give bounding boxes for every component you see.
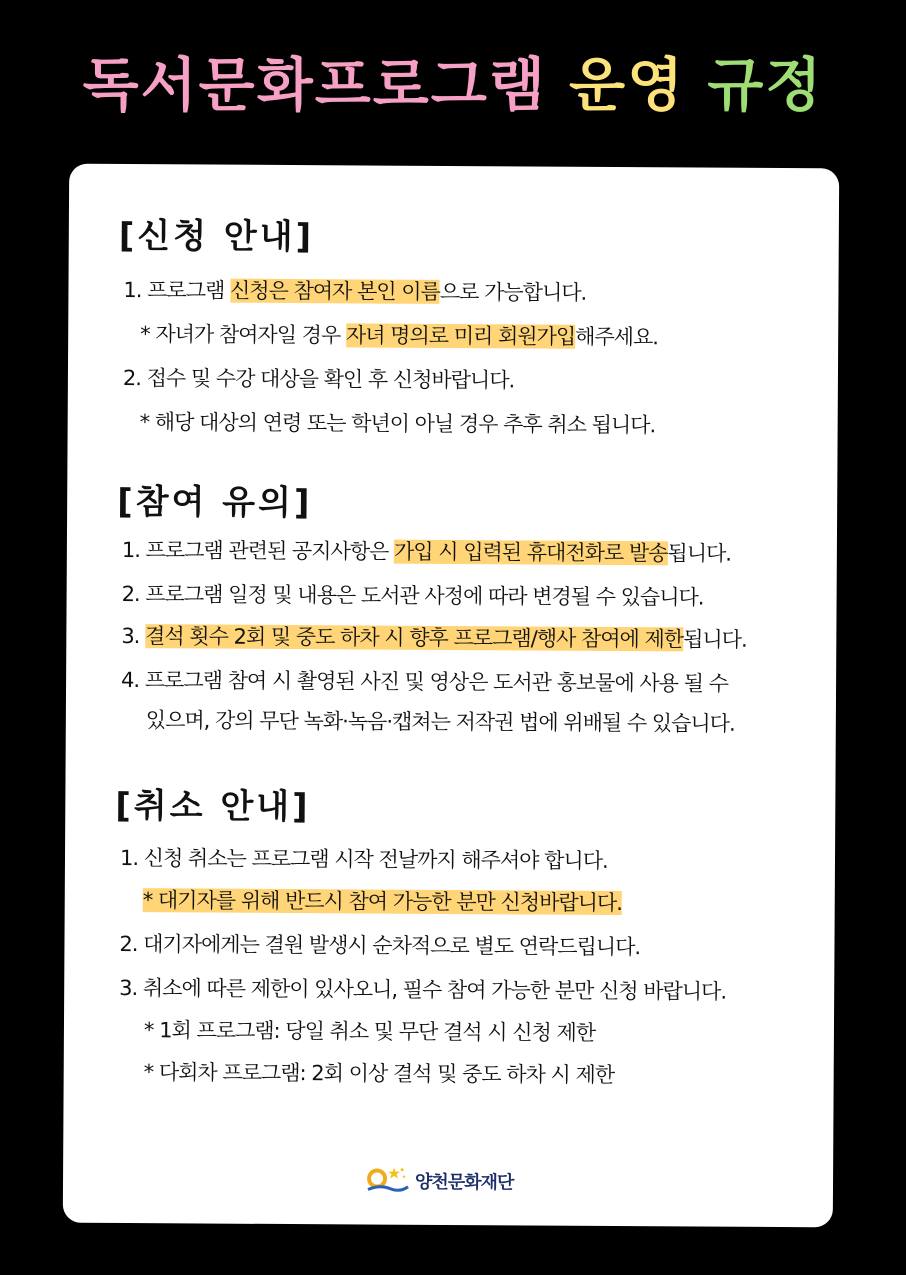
list-item <box>123 362 514 394</box>
list-item <box>121 620 746 654</box>
list-item-text: 해주세요. <box>575 324 659 350</box>
list-item-text: 2. 접수 및 수강 대상을 확인 후 신청바랍니다. <box>122 365 515 393</box>
highlighted-text: 결석 횟수 2회 및 중도 하차 시 향후 프로그램/행사 참여에 제한 <box>145 624 684 652</box>
logo-text: 양천문화재단 <box>414 1171 514 1194</box>
list-item-text: * 해당 대상의 연령 또는 학년이 아닐 경우 추후 취소 됩니다. <box>139 410 656 438</box>
highlighted-text: 신청은 참여자 본인 이름 <box>229 278 440 304</box>
list-item-text: * 자녀가 참여자일 경우 <box>140 322 347 348</box>
title-part-program: 독서문화프로그램 <box>82 51 547 119</box>
section-title-application: [신청 안내] <box>118 215 315 258</box>
highlighted-text: 가입 시 입력된 휴대전화로 발송 <box>393 539 668 566</box>
list-item-text: 1. 신청 취소는 프로그램 시작 전날까지 해주셔야 합니다. <box>119 845 608 873</box>
list-item-note <box>144 1056 615 1089</box>
list-item <box>122 534 731 568</box>
page-title <box>0 40 906 130</box>
section-title-participation: [참여 유의] <box>117 481 313 524</box>
list-item-continuation <box>146 704 735 738</box>
highlighted-text: * 대기자를 위해 반드시 참여 가능한 분만 신청바랍니다. <box>142 888 623 916</box>
highlighted-text: 자녀 명의로 미리 회원가입 <box>345 323 576 349</box>
section-title-cancellation: [취소 안내] <box>115 785 311 828</box>
list-item-text: * 다회차 프로그램: 2회 이상 결석 및 중도 하차 시 제한 <box>143 1060 615 1088</box>
list-item-text: 1. 프로그램 관련된 공지사항은 <box>121 537 395 564</box>
list-item <box>120 842 608 875</box>
rules-card <box>63 164 839 1228</box>
list-item-text: 4. 프로그램 참여 시 촬영된 사진 및 영상은 도서관 홍보물에 사용 될 수 <box>121 667 729 696</box>
list-item-text: 있으며, 강의 무단 녹화·녹음·캡쳐는 저작권 법에 위배될 수 있습니다. <box>145 708 735 736</box>
list-item-text: 3. 취소에 따른 제한이 있사오니, 필수 참여 가능한 분만 신청 바랍니다. <box>119 975 727 1004</box>
list-item <box>123 274 586 307</box>
list-item-text: 됩니다. <box>683 627 747 652</box>
list-item-text: 2. 대기자에게는 결원 발생시 순차적으로 별도 연락드립니다. <box>119 931 641 960</box>
foundation-logo <box>366 1165 514 1196</box>
list-item <box>119 928 640 961</box>
list-item-text: 됩니다. <box>667 541 732 566</box>
list-item-note <box>140 406 656 439</box>
list-item-note <box>143 884 622 917</box>
logo-mark-icon <box>366 1165 410 1195</box>
list-item <box>119 972 726 1006</box>
list-item <box>121 664 728 698</box>
list-item-note <box>140 318 658 351</box>
list-item-text: * 1회 프로그램: 당일 취소 및 무단 결석 시 신청 제한 <box>143 1018 596 1045</box>
list-item <box>122 578 704 612</box>
list-item-note <box>144 1014 595 1047</box>
list-item-text: 3. <box>121 623 146 649</box>
title-part-rules: 규정 <box>707 51 824 119</box>
title-part-operation: 운영 <box>569 51 686 119</box>
list-item-text: 으로 가능합니다. <box>439 279 587 305</box>
list-item-text: 2. 프로그램 일정 및 내용은 도서관 사정에 따라 변경될 수 있습니다. <box>121 581 704 610</box>
list-item-text: 1. 프로그램 <box>123 277 231 303</box>
